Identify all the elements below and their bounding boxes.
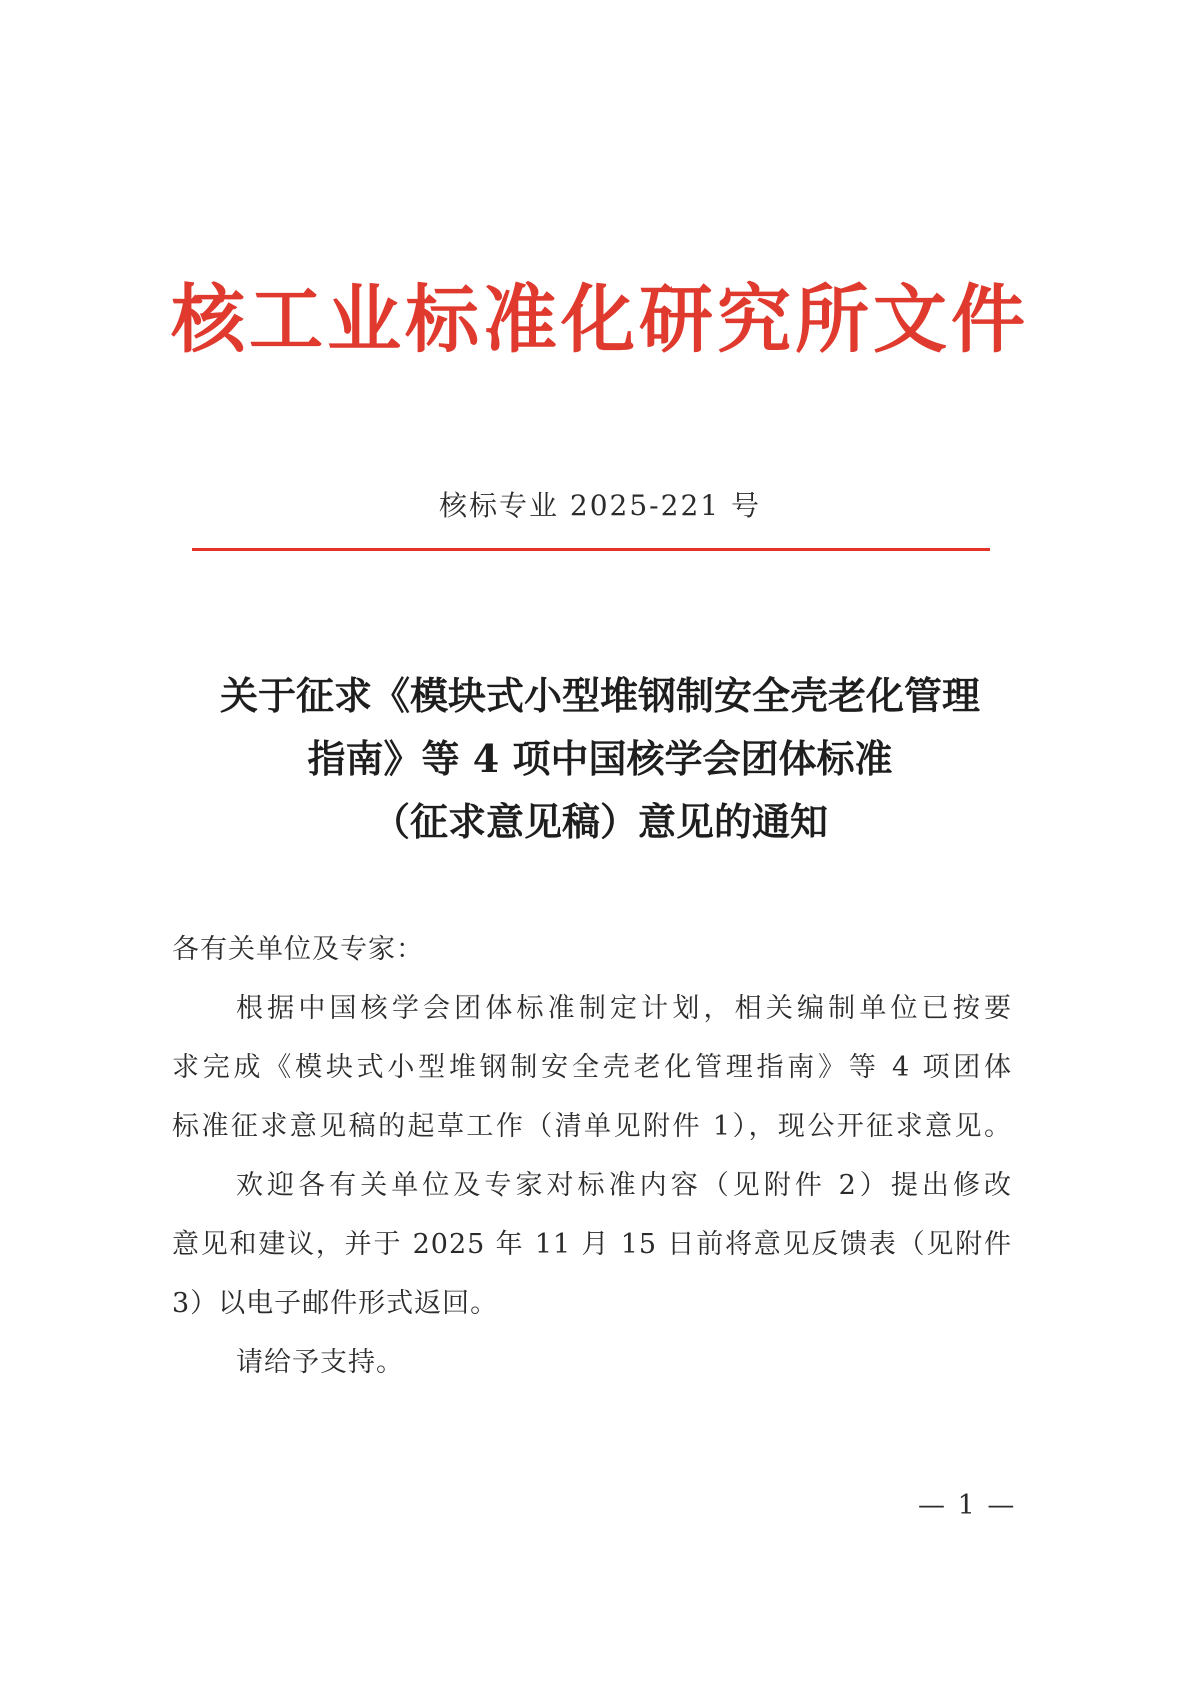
paragraph-1-line-2: 求完成《模块式小型堆钢制安全壳老化管理指南》等 4 项团体 <box>172 1052 1012 1083</box>
closing-line: 请给予支持。 <box>236 1347 404 1378</box>
title-line-1: 关于征求《模块式小型堆钢制安全壳老化管理 <box>219 673 980 718</box>
document-number: 核标专业 2025-221 号 <box>439 489 761 522</box>
paragraph-1-line-3: 标准征求意见稿的起草工作（清单见附件 1），现公开征求意见。 <box>172 1111 1012 1142</box>
paragraph-2-line-2: 意见和建议，并于 2025 年 11 月 15 日前将意见反馈表（见附件 <box>172 1229 1012 1260</box>
notice-title <box>0 664 1200 853</box>
title-line-2: 指南》等 4 项中国核学会团体标准 <box>307 736 893 781</box>
paragraph-2-line-1: 欢迎各有关单位及专家对标准内容（见附件 2）提出修改 <box>236 1170 1012 1201</box>
salutation: 各有关单位及专家： <box>172 934 424 965</box>
red-separator-line <box>192 548 990 551</box>
issuer-masthead: 核工业标准化研究所文件 <box>171 277 1029 363</box>
page-number: — 1 — <box>918 1490 1017 1521</box>
notice-body <box>172 920 1012 1392</box>
paragraph-1-line-1: 根据中国核学会团体标准制定计划，相关编制单位已按要 <box>236 993 1012 1024</box>
paragraph-2-line-3: 3）以电子邮件形式返回。 <box>172 1288 499 1319</box>
title-line-3: （征求意见稿）意见的通知 <box>371 799 828 844</box>
